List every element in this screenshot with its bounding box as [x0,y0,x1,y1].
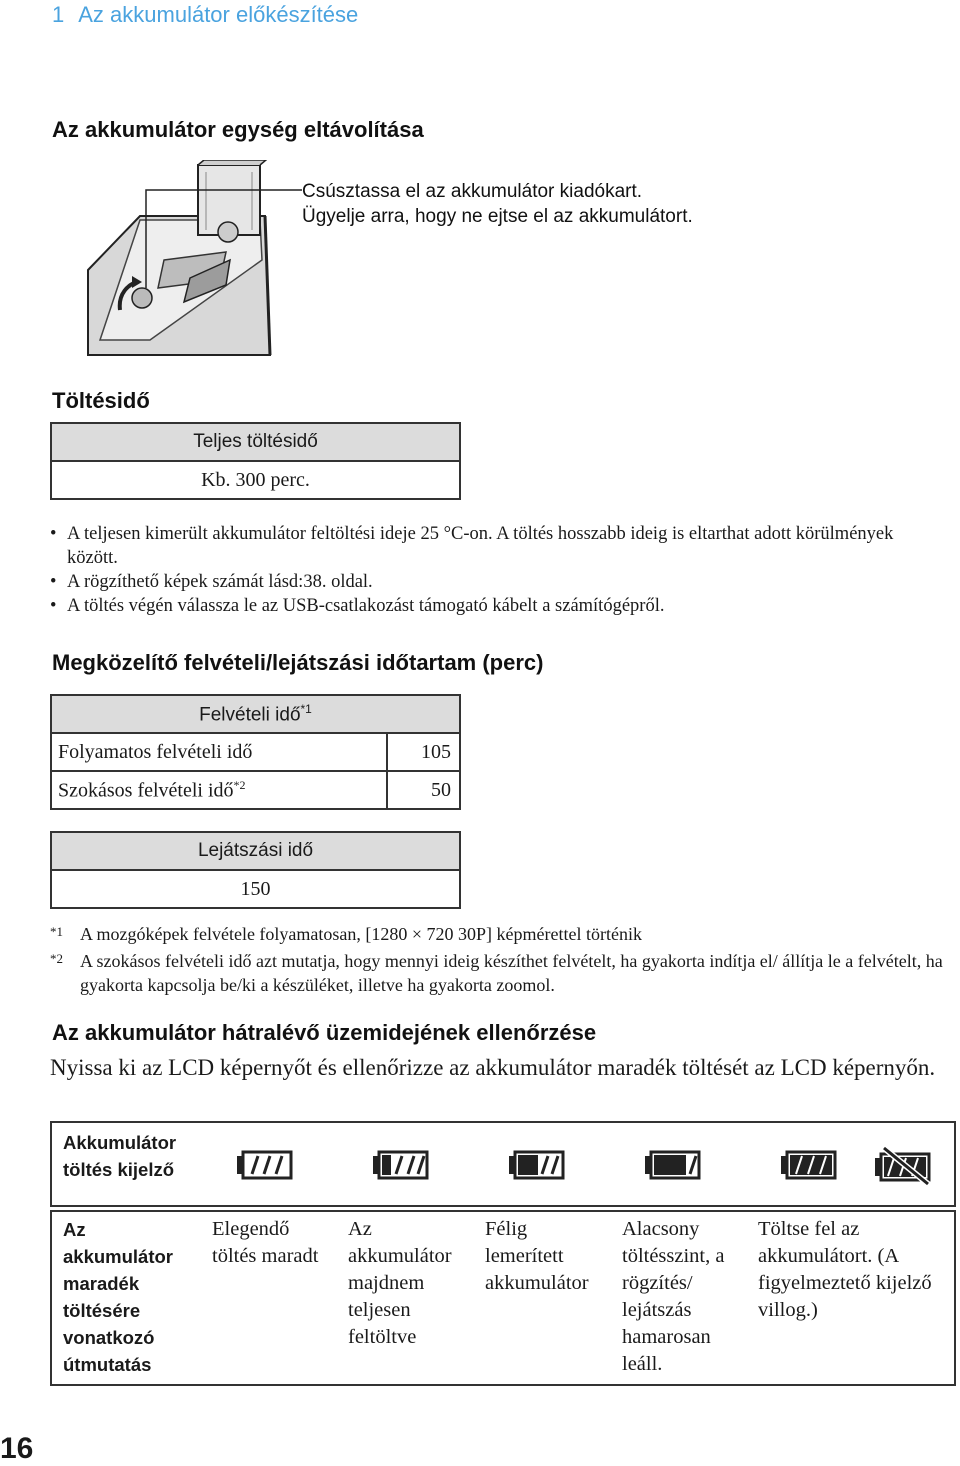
recording-table-header [51,695,460,733]
playback-table-header: Lejátszási idő [51,832,460,870]
playback-time-table [50,831,461,909]
footnote-1 [50,922,950,946]
charge-notes [50,522,940,618]
battery-level-0-icon [780,1150,838,1182]
remaining-heading: Az akkumulátor hátralévő üzemidejének ellenőrzése [52,1020,597,1045]
removal-callout [302,179,693,229]
typical-footnote: *2 [233,777,246,792]
battery-empty-blink-icon [874,1146,934,1186]
guidance-level-0: Töltse fel az akkumulátort. (A figyelmeztető kijelző villog.) [758,1218,932,1321]
remove-heading: Az akkumulátor egység eltávolítása [52,117,424,142]
charge-table-value: Kb. 300 perc. [51,461,460,499]
battery-guidance-label: Az akkumulátor maradék töltésére vonatkozó útmutatás [63,1219,174,1375]
battery-guidance-row [50,1210,956,1386]
camera-battery-illustration [80,160,310,360]
typical-label: Szokásos felvételi idő [58,779,234,802]
chapter-title-text: Az akkumulátor előkészítése [78,2,359,27]
charge-note-1: • A teljesen kimerült akkumulátor feltöltési ideje 25 °C-on. A töltés hosszabb ideig is eltarthat adott körülmények között. [50,522,940,570]
guidance-level-2: Félig lemerített akkumulátor [485,1218,589,1294]
recording-header-footnote: *1 [300,701,312,716]
typical-value: 50 [387,771,460,809]
footnote-2 [50,949,950,997]
page-number: 16 [0,1432,34,1465]
guidance-level-1: Alacsony töltésszint, a rögzítés/ lejátszás hamarosan leáll. [622,1218,725,1375]
guidance-level-4: Elegendő töltés maradt [212,1218,319,1267]
continuous-label-cell [51,733,387,771]
continuous-value: 105 [387,733,460,771]
battery-indicator-label: Akkumulátor töltés kijelző [63,1132,177,1180]
recording-time-table [50,694,461,810]
playback-value: 150 [51,870,460,908]
footnote-1-text: A mozgóképek felvétele folyamatosan, [1280 × 720 30P] képmérettel történik [80,924,642,944]
remaining-intro: Nyissa ki az LCD képernyőt és ellenőrizze az akkumulátor maradék töltését az LCD képernyőn. [50,1055,936,1080]
callout-line-1: Csúsztassa el az akkumulátor kiadókart. [302,181,643,202]
continuous-label: Folyamatos felvételi idő [58,740,253,763]
footnotes [50,922,950,997]
callout-line-2: Ügyelje arra, hogy ne ejtse el az akkumulátort. [302,206,693,227]
footnote-1-mark: *1 [50,924,63,939]
chapter-title [52,2,358,28]
charge-note-3: • A töltés végén válassza le az USB-csatlakozást támogató kábelt a számítógépről. [50,594,940,618]
approx-heading: Megközelítő felvételi/lejátszási időtartam (perc) [52,650,544,675]
chapter-number: 1 [52,2,65,27]
charge-note-2: • A rögzíthető képek számát lásd:38. oldal. [50,570,940,594]
charge-table-header: Teljes töltésidő [51,423,460,461]
guidance-level-3: Az akkumulátor majdnem teljesen feltöltve [348,1218,452,1348]
battery-level-3-icon [372,1150,430,1182]
footnote-2-text: A szokásos felvételi idő azt mutatja, hogy mennyi ideig készíthet felvételt, ha gyakorta indítja el/ állítja le a felvételt, ha gyakorta kapcsolja be/ki a készüléket, illetve ha gyakorta zoomol. [80,951,943,995]
recording-header-label: Felvételi idő [199,704,301,726]
battery-level-4-icon [236,1150,294,1182]
charge-heading: Töltésidő [52,388,150,413]
charge-time-table [50,422,461,500]
battery-level-1-icon [644,1150,702,1182]
footnote-2-mark: *2 [50,951,63,966]
battery-level-2-icon [508,1150,566,1182]
typical-label-cell [51,771,387,809]
